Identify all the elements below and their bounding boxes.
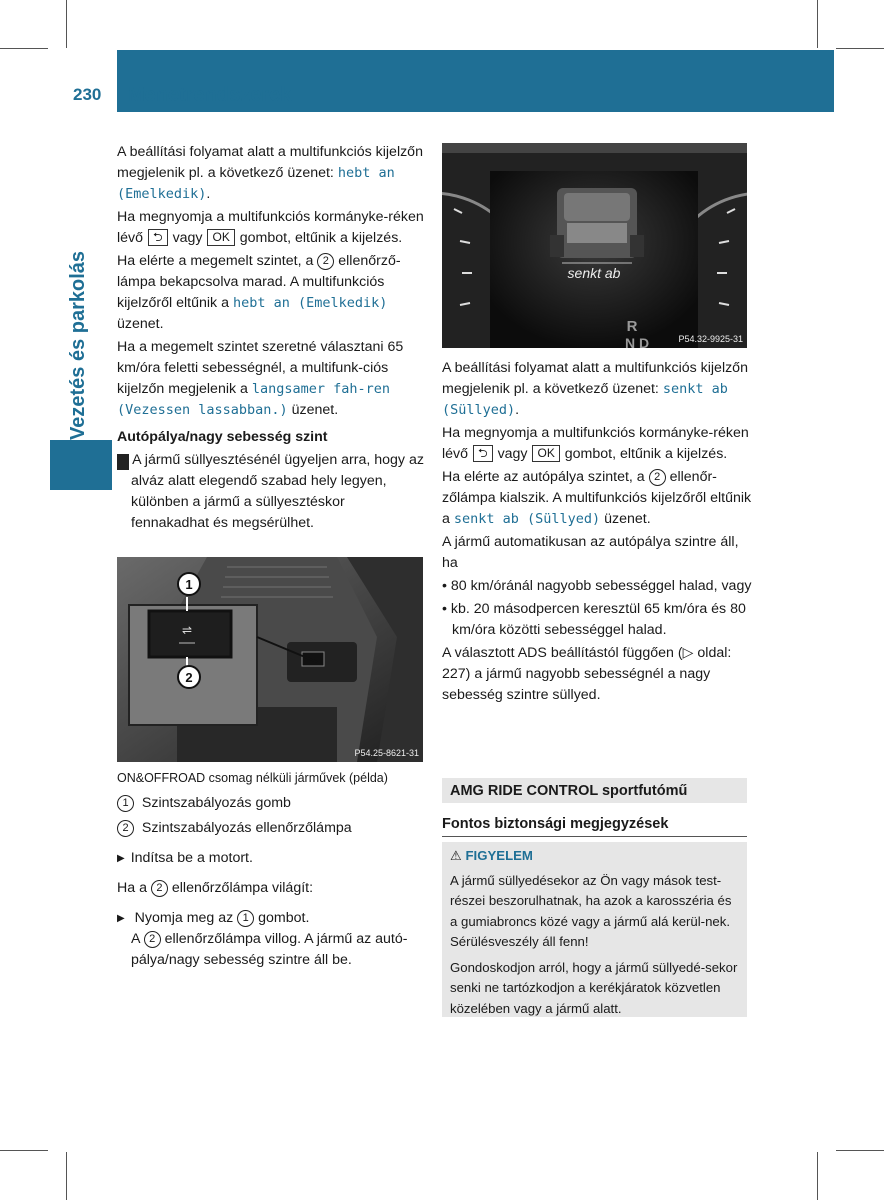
step-result: A 2 ellenőrzőlámpa villog. A jármű az autó-pálya/nagy sebesség szintre áll be. xyxy=(131,931,408,968)
callout-1-icon: 1 xyxy=(117,795,134,812)
left-column-lower xyxy=(117,768,425,973)
paragraph: Ha a megemelt szintet szeretné választani 65 km/óra feletti sebességnél, a multifunk-ciós kijelzőn megjelenik a langsamer fah-ren (Vezessen lassabban.) üzenet. xyxy=(117,339,404,418)
page-reference[interactable]: (▷ oldal: 227) xyxy=(442,645,732,682)
legend-item: 1 Szintszabályozás gomb xyxy=(117,793,425,814)
callout-2-icon: 2 xyxy=(151,880,168,897)
subheading: Autópálya/nagy sebesség szint xyxy=(117,429,328,445)
display-message: hebt an (Emelkedik) xyxy=(117,165,395,202)
step-item: ▶ Nyomja meg az 1 gombot. xyxy=(117,908,425,929)
display-message: senkt ab (Süllyed) xyxy=(442,381,728,418)
display-message: senkt ab xyxy=(567,265,621,281)
crop-mark xyxy=(817,0,818,48)
sidebar-block xyxy=(50,440,112,490)
back-key-icon: ⮌ xyxy=(148,229,168,246)
section-title: Menetrendszerek xyxy=(128,84,292,106)
console-figure xyxy=(117,557,423,762)
figure-caption: ON&OFFROAD csomag nélküli járművek (példa) xyxy=(117,771,388,785)
warning-title: ⚠ FIGYELEM xyxy=(450,848,533,863)
callout-1-icon: 1 xyxy=(237,910,254,927)
paragraph: A jármű automatikusan az autópálya szintre áll, ha xyxy=(442,534,739,571)
cluster-illustration xyxy=(442,143,747,348)
cluster-figure xyxy=(442,143,747,348)
safety-heading: Fontos biztonsági megjegyzések xyxy=(442,816,669,832)
paragraph: Ha a 2 ellenőrzőlámpa világít: xyxy=(117,880,314,896)
display-message: hebt an (Emelkedik) xyxy=(232,295,388,311)
callout-2-icon: 2 xyxy=(144,931,161,948)
amg-heading: AMG RIDE CONTROL sportfutómű xyxy=(450,783,688,799)
figure-code: P54.25-8621-31 xyxy=(354,748,419,758)
sidebar-label: Vezetés és parkolás xyxy=(67,250,89,440)
figure-callout-1: 1 xyxy=(185,577,193,592)
gear-indicator-nd: N D xyxy=(624,335,650,348)
crop-mark xyxy=(836,48,884,49)
paragraph: Ha elérte az autópálya szintet, a 2 ellenőr-zőlámpa kialszik. A multifunkciós kijelzőről eltűnik a senkt ab (Süllyed) üzenet. xyxy=(442,469,752,527)
figure-code: P54.32-9925-31 xyxy=(678,334,743,344)
crop-mark xyxy=(817,1152,818,1200)
bullet-item: • 80 km/óránál nagyobb sebességgel halad, vagy xyxy=(442,576,752,597)
ok-key-icon: OK xyxy=(532,445,559,462)
paragraph: Ha megnyomja a multifunkciós kormányke-réken lévő ⮌ vagy OK gombot, eltűnik a kijelzés. xyxy=(442,425,749,462)
crop-mark xyxy=(0,48,48,49)
paragraph: A beállítási folyamat alatt a multifunkciós kijelzőn megjelenik pl. a következő üzenet: senkt ab (Süllyed). xyxy=(442,360,748,418)
back-key-icon: ⮌ xyxy=(473,445,493,462)
bullet-item: • kb. 20 másodpercen keresztül 65 km/óra és 80 km/óra közötti sebességgel halad. xyxy=(442,599,752,641)
page-number: 230 xyxy=(73,85,102,104)
step-item: ▶ Indítsa be a motort. xyxy=(117,848,425,869)
paragraph: A beállítási folyamat alatt a multifunkciós kijelzőn megjelenik pl. a következő üzenet: hebt an (Emelkedik). xyxy=(117,144,423,202)
warning-triangle-icon: ⚠ xyxy=(450,848,462,863)
gear-indicator-r: R xyxy=(626,318,638,335)
crop-mark xyxy=(0,1150,48,1151)
ok-key-icon: OK xyxy=(207,229,234,246)
callout-2-icon: 2 xyxy=(317,253,334,270)
callout-2-icon: 2 xyxy=(117,820,134,837)
svg-text:⇌: ⇌ xyxy=(181,623,193,637)
warning-text: A jármű süllyedésekor az Ön vagy mások test-részei beszorulhatnak, ha azok a karosszéria és a gumiabroncs közé vagy a jármű alá kerül-nek. Sérülésveszély áll fenn! xyxy=(450,872,732,949)
crop-mark xyxy=(836,1150,884,1151)
crop-mark xyxy=(66,0,67,48)
paragraph: Ha elérte a megemelt szintet, a 2 ellenőrző-lámpa bekapcsolva marad. A multifunkciós kijelzőről eltűnik a hebt an (Emelkedik) üzenet. xyxy=(117,253,401,332)
warning-note: ! A jármű süllyesztésénél ügyeljen arra, hogy az alváz alatt elegendő szabad hely legyen, különben a jármű a süllyesztéskor fennakadhat és megsérülhet. xyxy=(114,452,424,531)
legend-item: 2 Szintszabályozás ellenőrzőlámpa xyxy=(117,818,425,839)
crop-mark xyxy=(66,1152,67,1200)
heading-rule xyxy=(442,836,747,837)
warning-text: Gondoskodjon arról, hogy a jármű süllyedé-sekor senki ne tartózkodjon a kerékjáratok közvetlen közelében vagy a jármű alatt. xyxy=(450,959,738,1016)
figure-callout-2: 2 xyxy=(185,670,193,685)
callout-2-icon: 2 xyxy=(649,469,666,486)
left-column xyxy=(114,142,425,536)
display-message: senkt ab (Süllyed) xyxy=(453,511,601,527)
console-illustration xyxy=(117,557,423,762)
paragraph: Ha megnyomja a multifunkciós kormányke-réken lévő ⮌ vagy OK gombot, eltűnik a kijelzés. xyxy=(117,209,424,246)
warning-box-content xyxy=(450,846,742,1021)
paragraph: A választott ADS beállítástól függően (▷ oldal: 227) a jármű nagyobb sebességnél a nagy sebesség szintre süllyed. xyxy=(442,645,732,703)
display-message: langsamer fah-ren (Vezessen lassabban.) xyxy=(117,381,391,418)
right-column xyxy=(442,358,752,708)
warning-icon: ! xyxy=(117,454,129,470)
